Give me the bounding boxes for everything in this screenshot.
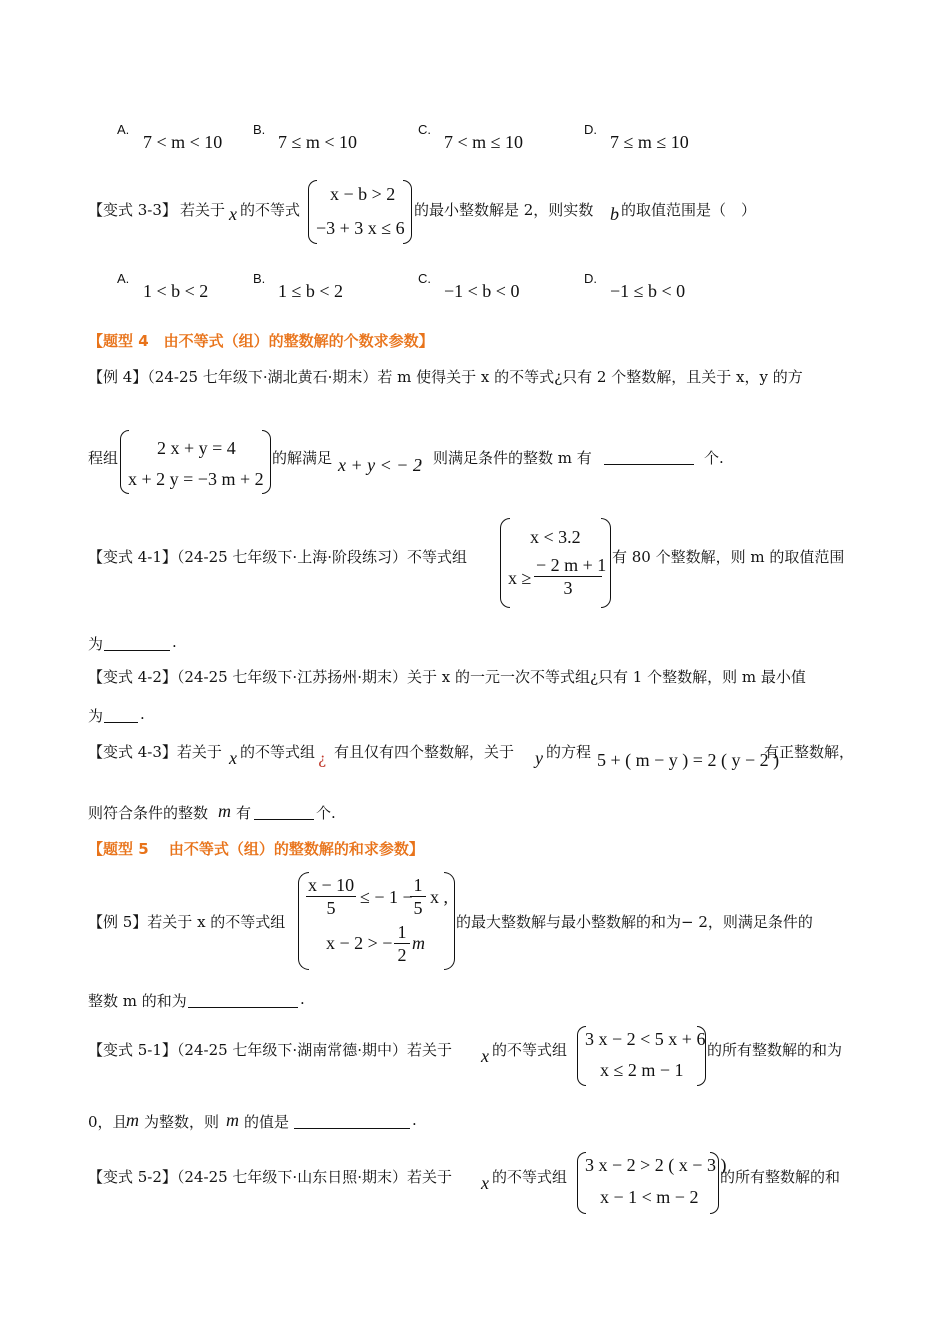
option-b-letter: B. (253, 122, 266, 137)
v43-mid3: 的方程 (546, 743, 592, 761)
ex4-pre: 程组 (88, 449, 119, 467)
option-c-expr: 7 < m ≤ 10 (444, 132, 524, 152)
v51-end: . (412, 1111, 417, 1129)
v43-var-x: x (229, 748, 237, 768)
v41-sys-line2-pre: x ≥ (508, 568, 532, 588)
v42-line2: 为 (88, 707, 104, 725)
v33-mid: 的不等式 (240, 201, 301, 219)
option-a-letter: A. (117, 122, 130, 137)
v43-line2: 则符合条件的整数 (88, 804, 209, 822)
v33-option-c-expr: −1 < b < 0 (444, 281, 520, 301)
ex5-line2: 整数 m 的和为 (88, 992, 187, 1010)
option-d-expr: 7 ≤ m ≤ 10 (610, 132, 689, 152)
v51-var-m2: m (226, 1110, 239, 1130)
v43-tag: 【变式 4-3】若关于 (88, 743, 222, 761)
v33-var-b: b (610, 204, 619, 224)
ex5-brace-right (444, 872, 455, 970)
v33-option-a-expr: 1 < b < 2 (143, 281, 209, 301)
ex4-tail: 个. (704, 449, 724, 467)
option-b-expr: 7 ≤ m < 10 (278, 132, 358, 152)
v52-post: 的所有整数解的和 (720, 1168, 841, 1186)
v43-var-y: y (535, 748, 543, 768)
v33-option-c-letter: C. (418, 271, 431, 286)
option-d-letter: D. (584, 122, 597, 137)
v33-sys-line2: −3 + 3 x ≤ 6 (316, 218, 405, 238)
section5-title: 【题型 5 由不等式（组）的整数解的和求参数】 (88, 840, 424, 858)
v41-line2: 为 (88, 635, 104, 653)
ex4-post: ，则满足条件的整数 m 有 (418, 449, 592, 467)
v52-brace-right (710, 1152, 719, 1214)
v41-answer-blank[interactable] (104, 636, 170, 651)
ex4-brace-right (262, 430, 271, 494)
v42-line1: 【变式 4-2】（24-25 七年级下·江苏扬州·期末）关于 x 的一元一次不等式组¿只有 1 个整数解，则 m 最小值 (88, 668, 806, 686)
v52-sys-line2: x − 1 < m − 2 (600, 1187, 699, 1207)
ex5-l2-fden: 2 (397, 945, 407, 965)
v51-sys-line2: x ≤ 2 m − 1 (600, 1060, 684, 1080)
v43-answer-blank[interactable] (254, 805, 314, 820)
ex4-cond: x + y < − 2 (338, 455, 422, 475)
ex4-sys-line2: x + 2 y = −3 m + 2 (128, 469, 264, 489)
ex5-line1-frac1 (306, 874, 356, 919)
v33-option-b-letter: B. (253, 271, 266, 286)
v51-line2-post: 的值是 (244, 1113, 290, 1131)
option-c-letter: C. (418, 122, 431, 137)
v51-post: 的所有整数解的和为 (707, 1041, 843, 1059)
v43-eq: 5 + ( m − y ) = 2 ( y − 2 ) (597, 750, 780, 770)
ex5-line2-frac (394, 921, 410, 966)
ex5-l1-end: x , (430, 887, 448, 907)
v33-post2: 的取值范围是（ ） (621, 201, 757, 219)
ex5-l2-fnum: 1 (394, 921, 410, 944)
ex5-l2-end: m (412, 933, 425, 953)
v41-text: 【变式 4-1】（24-25 七年级下·上海·阶段练习）不等式组 (88, 548, 467, 566)
section4-title: 【题型 4 由不等式（组）的整数解的个数求参数】 (88, 332, 434, 350)
v41-frac-num: − 2 m + 1 (536, 555, 607, 575)
v41-frac-den: 3 (563, 578, 573, 598)
v43-tail: 个. (316, 804, 336, 822)
v41-end: . (172, 633, 177, 651)
v41-brace-right (601, 518, 611, 608)
v43-var-m: m (218, 801, 231, 821)
v42-end: . (140, 705, 145, 723)
v41-frac (534, 554, 607, 599)
v33-option-d-expr: −1 ≤ b < 0 (610, 281, 686, 301)
v51-mid: 的不等式组 (492, 1041, 568, 1059)
v41-post: 有 80 个整数解，则 m 的取值范围 (612, 548, 845, 566)
ex4-answer-blank[interactable] (604, 450, 694, 465)
ex5-l1-fnum: 1 (410, 874, 426, 897)
v51-line2-pre: 0，且 (88, 1113, 128, 1131)
v41-brace-left (500, 518, 510, 608)
v33-option-d-letter: D. (584, 271, 597, 286)
v33-tag: 【变式 3-3】 (88, 201, 177, 219)
v52-var-x: x (481, 1173, 489, 1193)
v43-post: 有正整数解， (764, 743, 855, 761)
v33-option-a-letter: A. (117, 271, 130, 286)
ex5-l1-num: x − 10 (308, 875, 355, 895)
ex4-mid: 的解满足 (272, 449, 333, 467)
v51-sys-line1: 3 x − 2 < 5 x + 6 (585, 1029, 706, 1049)
v42-answer-blank[interactable] (104, 708, 138, 723)
v33-sys-line1: x − b > 2 (330, 184, 396, 204)
option-a-expr: 7 < m < 10 (143, 132, 223, 152)
ex5-l2-pre: x − 2 > − (326, 933, 393, 953)
ex5-pre: 【例 5】若关于 x 的不等式组 (88, 913, 286, 931)
ex5-l1-den: 5 (326, 898, 336, 918)
v43-garble: ¿ (318, 750, 327, 768)
v51-text: 【变式 5-1】（24-25 七年级下·湖南常德·期中）若关于 (88, 1041, 452, 1059)
ex5-l1-mid: ≤ − 1 − (360, 887, 413, 907)
v51-var-m: m (126, 1110, 139, 1130)
v33-var-x: x (229, 204, 237, 224)
ex4-sys-line1: 2 x + y = 4 (157, 438, 236, 458)
v51-var-x: x (481, 1046, 489, 1066)
ex5-line1-frac2 (410, 874, 426, 919)
v51-brace-right (697, 1026, 706, 1086)
v33-post1: 的最小整数解是 2，则实数 (414, 201, 594, 219)
ex5-post: 的最大整数解与最小整数解的和为− 2，则满足条件的 (456, 913, 813, 931)
ex5-l1-fden: 5 (413, 898, 423, 918)
v33-brace-right (403, 180, 412, 244)
v43-mid1: 的不等式组 (240, 743, 316, 761)
ex4-line1: 【例 4】（24-25 七年级下·湖北黄石·期末）若 m 使得关于 x 的不等式¿只有 2 个整数解，且关于 x，y 的方 (88, 368, 803, 386)
v52-mid: 的不等式组 (492, 1168, 568, 1186)
v33-pre: 若关于 (180, 201, 226, 219)
v51-line2-mid: 为整数，则 (144, 1113, 220, 1131)
v43-mid2: 有且仅有四个整数解，关于 (334, 743, 515, 761)
v52-text: 【变式 5-2】（24-25 七年级下·山东日照·期末）若关于 (88, 1168, 452, 1186)
v43-line2b: 有 (236, 804, 252, 822)
v51-answer-blank[interactable] (294, 1114, 410, 1129)
ex5-answer-blank[interactable] (188, 993, 298, 1008)
v33-option-b-expr: 1 ≤ b < 2 (278, 281, 344, 301)
v52-sys-line1: 3 x − 2 > 2 ( x − 3 ) (585, 1155, 727, 1175)
ex5-end: . (300, 990, 305, 1008)
v41-sys-line1: x < 3.2 (530, 527, 581, 547)
